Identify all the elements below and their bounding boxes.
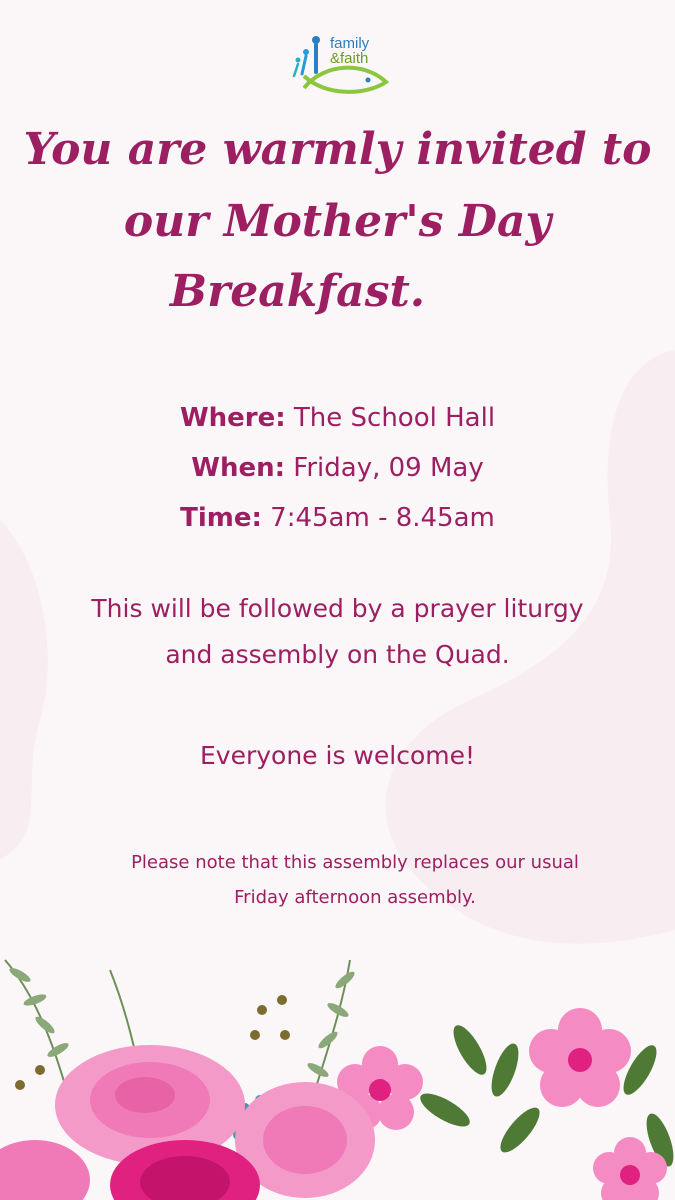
note-line-2: Friday afternoon assembly. (234, 887, 476, 908)
time-value: 7:45am - 8.45am (261, 503, 495, 533)
assembly-note (15, 845, 675, 915)
title-line-2: our Mother's Day (123, 196, 552, 247)
logo-text (330, 36, 369, 66)
note-line-1: Please note that this assembly replaces our usual (131, 852, 579, 873)
when-value: Friday, 09 May (285, 453, 484, 483)
time-label: Time: (180, 503, 262, 533)
title-line-3: Breakfast. (169, 266, 426, 317)
where-label: Where: (179, 403, 286, 433)
logo-line-1: family (330, 35, 370, 52)
welcome-text: Everyone is welcome! (200, 741, 475, 770)
where-value: The School Hall (285, 403, 496, 433)
when-row (0, 443, 675, 493)
logo-line-2: &faith (330, 50, 369, 67)
event-details (0, 393, 675, 543)
where-row (0, 393, 675, 443)
followup-line-1: This will be followed by a prayer liturgy (91, 594, 584, 623)
followup-line-2: and assembly on the Quad. (165, 640, 510, 669)
invitation-title (0, 118, 675, 324)
title-line-1: You are warmly invited to (23, 124, 652, 175)
when-label: When: (191, 453, 286, 483)
followup-text (0, 586, 675, 678)
time-row (0, 493, 675, 543)
flower-illustration (0, 940, 675, 1200)
